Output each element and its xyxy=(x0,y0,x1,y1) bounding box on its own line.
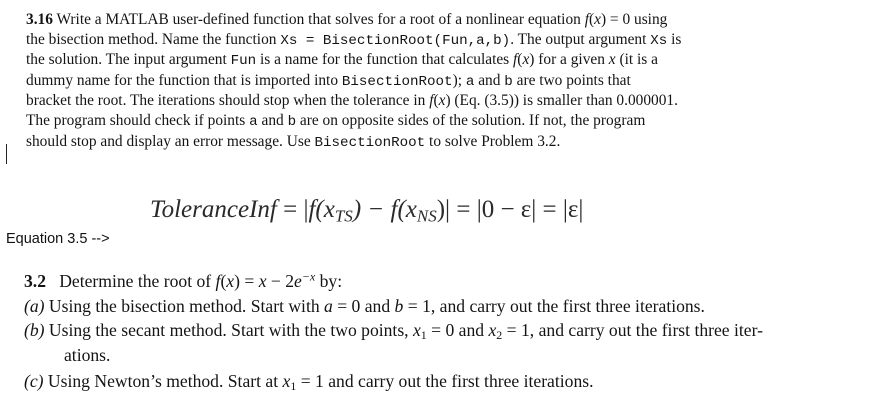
text-run: = 1, and carry out the first three iterations. xyxy=(403,296,705,316)
problem-3-2-item-c xyxy=(24,370,593,394)
problem-3-16-line-5 xyxy=(26,91,678,111)
abs-bar: | xyxy=(303,196,309,223)
text-run: The program should check if points xyxy=(26,112,250,129)
text-run: x xyxy=(522,51,530,68)
text-run: a xyxy=(324,296,333,316)
text-run: x xyxy=(594,11,601,28)
text-run: x xyxy=(438,92,446,109)
problem-3-16-line-1 xyxy=(26,10,667,30)
equation-label: Equation 3.5 --> xyxy=(6,231,110,247)
text-run: −x xyxy=(301,269,316,284)
text-run: should stop and display an error message. Use xyxy=(26,133,315,150)
x-ns: (x xyxy=(397,196,417,223)
text-cursor xyxy=(6,144,7,164)
text-run: ); xyxy=(452,72,466,89)
text-run: = 1, and carry out the first three iter- xyxy=(502,320,763,340)
text-run: by: xyxy=(315,271,343,291)
problem-3-2-number: 3.2 xyxy=(24,271,46,291)
abs-close: )| xyxy=(436,196,451,223)
text-run: Using Newton’s method. Start at xyxy=(43,371,283,391)
text-run: BisectionRoot xyxy=(341,74,453,90)
text-run: e xyxy=(294,271,302,291)
problem-3-16-number: 3.16 xyxy=(26,11,53,28)
text-run: f xyxy=(513,51,518,68)
ns-subscript: NS xyxy=(416,206,437,226)
text-run: ( xyxy=(433,92,439,109)
text-run: ( xyxy=(220,271,227,291)
text-run: x xyxy=(488,320,497,340)
ts-subscript: TS xyxy=(334,206,353,226)
equals-sign-3: = xyxy=(542,196,557,223)
problem-3-2-item-a xyxy=(24,295,705,319)
text-run: . The output argument xyxy=(510,31,651,48)
text-run: and xyxy=(257,112,288,129)
minus-f: ) − f xyxy=(352,196,398,223)
text-run: the bisection method. Name the function xyxy=(26,31,281,48)
text-run: Xs xyxy=(650,33,668,49)
text-run: a xyxy=(465,74,475,90)
text-run: = 0 and xyxy=(426,320,489,340)
text-run: b xyxy=(287,114,297,130)
text-run: 2 xyxy=(496,327,503,342)
text-run: − 2 xyxy=(266,271,295,291)
abs-eps: |ε| xyxy=(562,196,584,223)
text-run: dummy name for the function that is imported into xyxy=(26,72,342,89)
text-run: a xyxy=(249,114,258,130)
equals-sign: = xyxy=(283,196,298,223)
text-run: (a) xyxy=(24,296,45,316)
text-run: Xs = BisectionRoot(Fun,a,b) xyxy=(280,33,511,49)
text-run: = 0 and xyxy=(332,296,395,316)
text-run: ) = 0 using xyxy=(600,11,668,28)
text-run: Determine the root of xyxy=(59,271,216,291)
text-run: Fun xyxy=(230,53,257,69)
text-run: is xyxy=(667,31,682,48)
text-run: to solve Problem 3.2. xyxy=(425,133,561,150)
text-run: Using the bisection method. Start with xyxy=(44,296,325,316)
text-run: and xyxy=(474,72,505,89)
text-run: are two points that xyxy=(512,72,631,89)
text-run: ( xyxy=(517,51,523,68)
text-run: ) = xyxy=(234,271,259,291)
text-run: x xyxy=(282,371,291,391)
text-run: = 1 and carry out the first three iterations. xyxy=(296,371,594,391)
text-run: 1 xyxy=(290,378,297,393)
zero-minus-eps: |0 − ε| xyxy=(476,196,537,223)
text-run: 1 xyxy=(420,327,427,342)
text-run: ) (Eq. (3.5)) is smaller than 0.000001. xyxy=(445,92,678,109)
text-run: (c) xyxy=(24,371,44,391)
text-run: x xyxy=(258,271,267,291)
text-run: b xyxy=(394,296,404,316)
text-run: x xyxy=(608,51,616,68)
problem-3-16-line-7 xyxy=(26,132,560,153)
problem-3-16-line-6 xyxy=(26,111,645,132)
problem-3-16-line-3 xyxy=(26,50,658,71)
text-run: x xyxy=(412,320,421,340)
problem-3-2-item-b-cont xyxy=(64,344,110,368)
problem-3-16-line-2 xyxy=(26,30,681,51)
problem-3-16-line-4 xyxy=(26,71,631,92)
text-run: ) for a given xyxy=(529,51,609,68)
text-run: the solution. The input argument xyxy=(26,51,231,68)
text-run: bracket the root. The iterations should stop when the tolerance in xyxy=(26,92,430,109)
text-run: are on opposite sides of the solution. If not, the program xyxy=(296,112,646,129)
text-run: (b) xyxy=(24,320,45,340)
equation-3-5 xyxy=(150,196,583,224)
text-run: Using the secant method. Start with the two points, xyxy=(44,320,413,340)
f-symbol: f xyxy=(308,196,316,223)
text-run: Write a MATLAB user-defined function that solves for a root of a nonlinear equation xyxy=(52,11,585,28)
text-run: f xyxy=(215,271,221,291)
problem-3-2-header xyxy=(24,270,342,294)
problem-3-2-item-b xyxy=(24,319,763,343)
text-run: b xyxy=(504,74,513,90)
equation-lhs: ToleranceInf xyxy=(150,196,277,223)
equals-sign-2: = xyxy=(456,196,471,223)
text-run: BisectionRoot xyxy=(314,135,426,151)
text-run: ations. xyxy=(64,345,111,365)
text-run: f xyxy=(429,92,434,109)
text-run: (it is a xyxy=(615,51,658,68)
text-run: f xyxy=(584,11,589,28)
text-run: ( xyxy=(588,11,595,28)
text-run: is a name for the function that calculates xyxy=(256,51,514,68)
x-ts: (x xyxy=(315,196,335,223)
text-run: x xyxy=(226,271,235,291)
